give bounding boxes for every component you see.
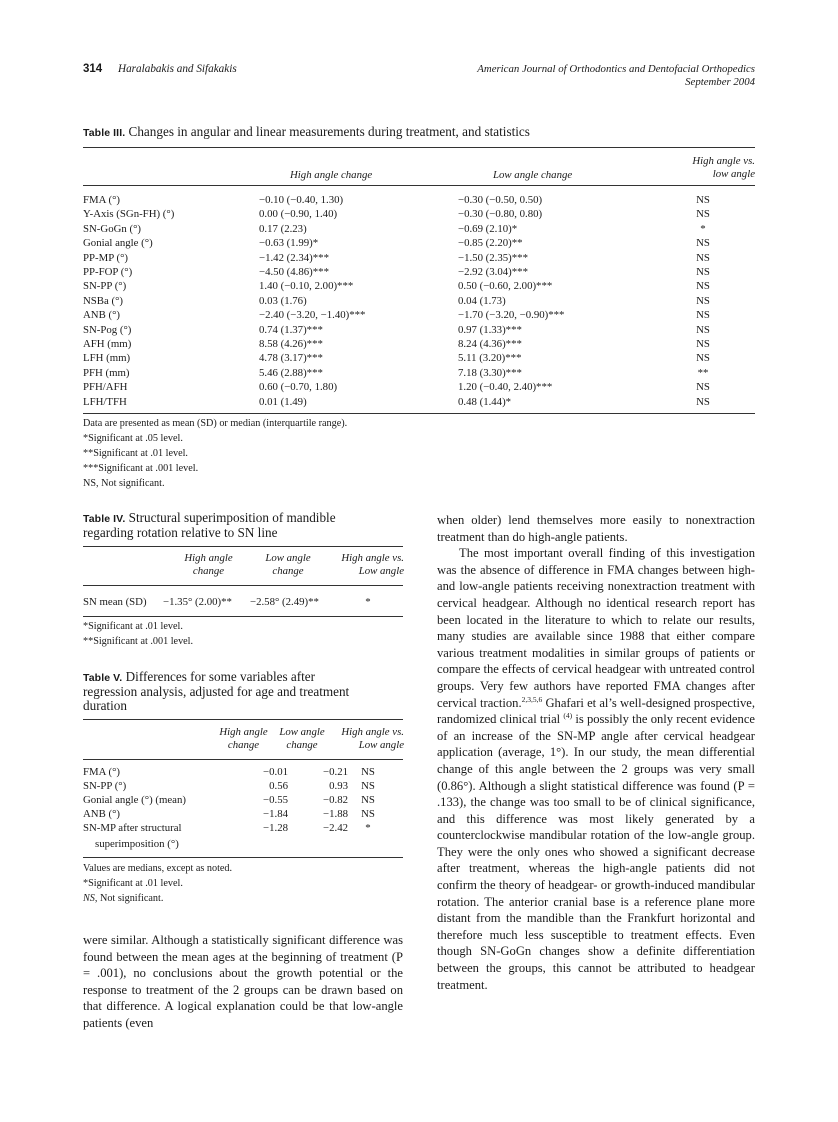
table3-measure: PFH/AFH: [83, 381, 128, 394]
table4-title-line2: regarding rotation relative to SN line: [83, 525, 278, 540]
table3-high: −0.10 (−0.40, 1.30): [259, 194, 344, 206]
table5-col-high-l2: change: [227, 739, 260, 751]
table3-low: 0.50 (−0.60, 2.00)***: [458, 280, 553, 293]
table-row: [83, 309, 755, 321]
table-row: [83, 237, 755, 249]
table3-header-rule: [83, 185, 755, 186]
table3-measure: LFH/TFH: [83, 395, 127, 408]
table3-measure: SN-GoGn (°): [83, 222, 141, 235]
table3-label: Table III.: [83, 127, 126, 139]
table4-col-high: [171, 552, 246, 578]
table3-bottom-rule: [83, 413, 755, 414]
table3-sig: NS: [696, 309, 710, 322]
table3-measure: Gonial angle (°): [83, 237, 153, 250]
table3-low: 0.04 (1.73): [458, 294, 506, 307]
table4-measure: SN mean (SD): [83, 596, 147, 608]
table3-measure: PFH (mm): [83, 366, 130, 379]
table5-footnote: *Significant at .01 level.: [83, 878, 183, 889]
table3-low: 8.24 (4.36)***: [458, 338, 522, 350]
table5-high: −1.28: [263, 822, 288, 834]
table-row: [83, 780, 403, 794]
table3-footnote: NS, Not significant.: [83, 478, 165, 489]
table3-sig: NS: [696, 338, 710, 350]
table5-high: −0.55: [263, 794, 288, 806]
table5-footnote: [83, 891, 403, 906]
table3: [83, 150, 755, 440]
table3-high: 8.58 (4.26)***: [259, 338, 323, 350]
table5-low: −1.88: [323, 808, 348, 820]
table-row: [83, 194, 755, 206]
table3-col-compare-l1: High angle vs.: [692, 155, 755, 167]
table5-title-line2: regression analysis, adjusted for age and treatment: [83, 684, 350, 699]
table3-measure: SN-Pog (°): [83, 323, 132, 336]
table3-low: 0.48 (1.44)*: [458, 395, 512, 408]
table3-footnote: ***Significant at .001 level.: [83, 463, 199, 474]
table5-col-low-l2: change: [286, 739, 318, 751]
table5-col-compare-l1: High angle vs.: [341, 726, 404, 738]
table3-low: −0.30 (−0.50, 0.50): [458, 194, 543, 206]
table5-body: [83, 766, 403, 866]
table3-low: 1.20 (−0.40, 2.40)***: [458, 381, 553, 394]
table4-col-compare-l1: High angle vs.: [341, 552, 404, 564]
table3-sig: NS: [696, 237, 710, 250]
running-header: [83, 63, 755, 97]
table3-high: 5.46 (2.88)***: [259, 366, 323, 379]
table5-top-rule: [83, 719, 403, 720]
body-paragraph: when older) lend themselves more easily to nonextraction treatment than do high-angle patients.: [437, 513, 755, 544]
table-row: [83, 381, 755, 393]
table3-high: 0.17 (2.23): [259, 222, 307, 235]
table3-low: −0.69 (2.10)*: [458, 222, 518, 235]
table3-measure: SN-PP (°): [83, 280, 127, 293]
table5-col-high-l1: High angle: [219, 726, 268, 738]
table3-high: 0.00 (−0.90, 1.40): [259, 208, 338, 221]
right-column-text: [437, 512, 755, 993]
table5-sig: NS: [361, 780, 375, 792]
table-row: [83, 280, 755, 292]
table3-sig: NS: [696, 323, 710, 336]
table3-low: 5.11 (3.20)***: [458, 352, 522, 365]
table4-top-rule: [83, 546, 403, 547]
table5-sig: NS: [361, 766, 375, 778]
table3-sig: NS: [696, 266, 710, 278]
table5-bottom-rule: [83, 857, 403, 858]
table5-label: Table V.: [83, 672, 123, 684]
table3-sig: **: [697, 366, 709, 379]
body-paragraph: were similar. Although a statistically significant difference was found between the mean ages at the beginning of treatment (P = .001), no conclusions about the growth potential or the response to treatment of the 2 groups can be drawn based on that difference. A logical explanation could be that low-angle patients (even: [83, 933, 403, 1030]
table3-low: 7.18 (3.30)***: [458, 366, 522, 379]
table3-low: −1.70 (−3.20, −0.90)***: [458, 309, 565, 322]
table3-high: 4.78 (3.17)***: [259, 352, 323, 365]
table3-high: 0.03 (1.76): [259, 294, 307, 307]
table5-footnotes: [83, 861, 403, 906]
table-row: [83, 208, 755, 220]
table3-measure: LFH (mm): [83, 352, 131, 365]
table5-col-low: [272, 726, 332, 752]
table4-row: [83, 596, 403, 610]
table3-col-compare: [673, 155, 755, 181]
table3-title: Changes in angular and linear measurements during treatment, and statistics: [128, 124, 530, 139]
table4-label: Table IV.: [83, 513, 126, 525]
table3-high: −2.40 (−3.20, −1.40)***: [259, 309, 366, 322]
table5-sig: NS: [361, 794, 375, 806]
table5-col-high: [211, 726, 276, 752]
body-text-run: The most important overall finding of this investigation was the absence of difference in FMA changes between high- and low-angle patients receiving nonextraction treatment with cervical headgear. Although no identical research report has been located in the literature to which to relate our results, many studies are available since 1988 that either compare various treatment modalities in similar groups of patients or compare the effects of cervical headgear with untreated control groups. Very few authors have reported FMA changes after cervical traction.: [437, 546, 755, 710]
table3-high: 0.01 (1.49): [259, 395, 307, 408]
table-row: [83, 766, 403, 780]
table-row: [83, 794, 403, 808]
table4-footnote: *Significant at .01 level.: [83, 621, 183, 632]
table3-measure: Y-Axis (SGn-FH) (°): [83, 208, 175, 221]
table3-measure: PP-MP (°): [83, 251, 129, 264]
table5-measure: ANB (°): [83, 808, 121, 820]
table4-title-line1: Structural superimposition of mandible: [128, 510, 336, 525]
table5-low: 0.93: [329, 780, 348, 792]
table-row: [83, 808, 403, 822]
table4-col-high-l1: High angle: [184, 552, 233, 564]
table-row: [83, 822, 403, 836]
table3-sig: NS: [696, 395, 710, 408]
table4-col-low-l1: Low angle: [265, 552, 311, 564]
table-row: [83, 252, 755, 264]
table4-header-rule: [83, 585, 403, 586]
table5-low: −0.82: [323, 794, 348, 806]
table5-measure: SN-PP (°): [83, 780, 127, 792]
table-row: [83, 338, 755, 350]
table5-header-rule: [83, 759, 403, 760]
table3-sig: NS: [696, 352, 710, 365]
table-row: [83, 266, 755, 278]
body-text-run: Ghafari et al’s well-designed prospective, randomized clinical trial: [437, 695, 756, 727]
body-text-run: is possibly the only recent evidence of an increase of the SN-MP angle after cervical headgear application (average, 1°). In our study, the mean differential change of this angle between the 2 groups was very small (0.86°). Although a slight statistical difference was found (P = .133), the change was too small to be of clinical significance, and this difference was most likely generated by a counterclockwise mandibular rotation of the low-angle group. They were the only ones who showed a significant decrease after treatment, whereas the high-angle patients did not confirm the theory of headgear- or growth-induced mandibular rotation. The anterior cranial base is a reference plane more distant from the mandible than the Frankfurt horizontal and therefore much less susceptible to treatment effects. Even though SN-GoGn changes show a definite differentiation between the groups, this cannot be attributed to headgear treatment.: [437, 712, 756, 992]
table3-col-low: Low angle change: [493, 169, 573, 181]
table3-low: −2.92 (3.04)***: [458, 266, 528, 278]
table3-sig: NS: [696, 294, 710, 307]
table3-measure: NSBa (°): [83, 294, 124, 307]
table3-low: 0.97 (1.33)***: [458, 323, 522, 336]
table4-col-low-l2: change: [272, 565, 304, 577]
table5-measure: SN-MP after structural: [83, 822, 182, 834]
table-row: [83, 367, 755, 379]
table5-col-compare: [330, 726, 404, 752]
ns-abbr: NS: [83, 893, 95, 904]
table4-low: −2.58° (2.49)**: [250, 596, 319, 608]
table5-title-line1: Differences for some variables after: [125, 669, 316, 684]
page-number: 314: [83, 63, 103, 75]
table3-measure: FMA (°): [83, 194, 121, 206]
table3-high: 0.60 (−0.70, 1.80): [259, 381, 338, 394]
table3-caption: [83, 125, 755, 140]
table4-high: −1.35° (2.00)**: [163, 596, 232, 608]
table3-low: −1.50 (2.35)***: [458, 251, 528, 264]
table-row: [83, 223, 755, 235]
running-authors: Haralabakis and Sifakakis: [118, 63, 237, 75]
table5-row5-continuation: superimposition (°): [95, 838, 179, 850]
table-row: [83, 324, 755, 336]
table4-col-compare: [330, 552, 404, 578]
table4-footnotes: [83, 619, 403, 649]
table3-high: −0.63 (1.99)*: [259, 237, 319, 250]
table3-measure: AFH (mm): [83, 338, 132, 350]
table5-footnote: Values are medians, except as noted.: [83, 863, 233, 874]
table3-sig: *: [700, 222, 706, 235]
table3-sig: NS: [696, 280, 710, 293]
table3-footnote: Data are presented as mean (SD) or median (interquartile range).: [83, 418, 348, 429]
table4-col-compare-l2: Low angle: [358, 565, 404, 577]
table3-sig: NS: [696, 194, 710, 206]
table5-measure: Gonial angle (°) (mean): [83, 794, 186, 806]
table4-caption: [83, 511, 413, 540]
left-column-text: [83, 932, 403, 1032]
table5-low: −2.42: [323, 822, 348, 834]
table-row: [83, 396, 755, 408]
table3-measure: ANB (°): [83, 309, 121, 322]
table3-col-high: High angle change: [290, 169, 373, 181]
table3-high: 0.74 (1.37)***: [259, 323, 323, 336]
issue-date: September 2004: [685, 76, 755, 88]
table4-col-high-l2: change: [192, 565, 225, 577]
table3-sig: NS: [696, 381, 710, 394]
table5-high: 0.56: [269, 780, 288, 792]
citation-superscript: (4): [563, 711, 573, 721]
table3-footnote: **Significant at .01 level.: [83, 448, 188, 459]
table3-high: −4.50 (4.86)***: [259, 266, 329, 278]
table-row: [83, 352, 755, 364]
table5-low: −0.21: [323, 766, 348, 778]
table4-sig: *: [365, 596, 371, 608]
table-row: [83, 295, 755, 307]
table5-high: −0.01: [263, 766, 288, 778]
table3-high: 1.40 (−0.10, 2.00)***: [259, 280, 354, 293]
table5-col-compare-l2: Low angle: [358, 739, 404, 751]
table3-sig: NS: [696, 208, 710, 221]
table3-low: −0.85 (2.20)**: [458, 237, 523, 250]
ns-def: , Not significant.: [94, 893, 164, 904]
citation-superscript: 2,3,5,6: [521, 694, 543, 704]
table5-sig: *: [365, 822, 371, 834]
table3-col-compare-l2: low angle: [712, 168, 755, 180]
table4-footnote: **Significant at .001 level.: [83, 636, 194, 647]
journal-name: American Journal of Orthodontics and Dentofacial Orthopedics: [477, 63, 755, 75]
table3-sig: NS: [696, 251, 710, 264]
table3-measure: PP-FOP (°): [83, 266, 133, 278]
table5-measure: FMA (°): [83, 766, 121, 778]
table4-bottom-rule: [83, 616, 403, 617]
journal-title: [477, 63, 755, 89]
table3-footnote: *Significant at .05 level.: [83, 433, 183, 444]
table3-high: −1.42 (2.34)***: [259, 251, 329, 264]
table5-sig: NS: [361, 808, 375, 820]
table5-col-low-l1: Low angle: [279, 726, 325, 738]
table5-caption: [83, 670, 413, 713]
table5-high: −1.84: [263, 808, 288, 820]
table3-top-rule: [83, 147, 755, 148]
table3-low: −0.30 (−0.80, 0.80): [458, 208, 543, 221]
body-paragraph: [437, 545, 755, 993]
table3-footnotes: [83, 416, 755, 491]
table5-title-line3: duration: [83, 698, 127, 713]
table4-col-low: [253, 552, 323, 578]
